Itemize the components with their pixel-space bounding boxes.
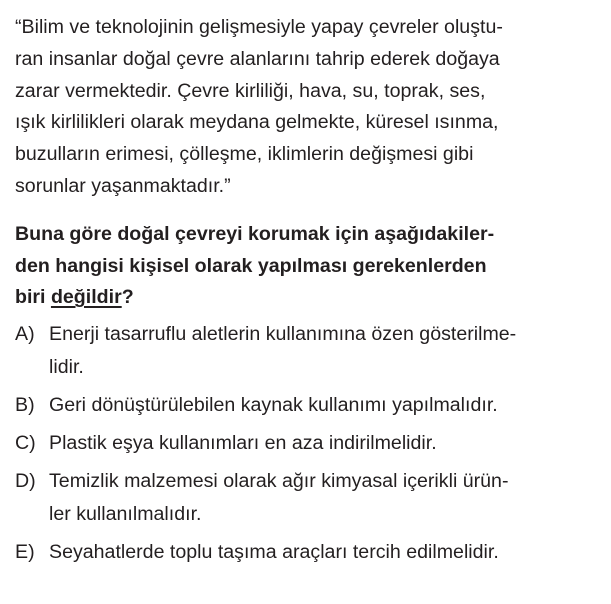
option-e[interactable] xyxy=(15,536,595,569)
answer-options xyxy=(15,318,595,569)
question-negation-word: değildir xyxy=(50,286,122,309)
option-text: Temizlik malzemesi olarak ağır kimyasal içerikli ürün- ler kullanılmalıdır. xyxy=(49,470,509,526)
option-letter: E) xyxy=(15,541,35,564)
question-stem-text: Buna göre doğal çevreyi korumak için aşağıdakiler- den hangisi kişisel olarak yapılması gerekenlerden biri xyxy=(15,222,495,309)
option-letter: A) xyxy=(15,323,35,346)
question-card xyxy=(15,12,595,574)
option-text: Plastik eşya kullanımları en aza indirilmelidir. xyxy=(49,432,437,455)
question-mark: ? xyxy=(121,286,134,309)
option-b[interactable] xyxy=(15,389,595,422)
option-letter: C) xyxy=(15,432,36,455)
option-letter: D) xyxy=(15,470,36,493)
option-d[interactable] xyxy=(15,465,595,531)
question-stem xyxy=(15,219,595,314)
option-text: Seyahatlerde toplu taşıma araçları tercih edilmelidir. xyxy=(49,541,499,564)
option-letter: B) xyxy=(15,394,35,417)
passage-text: “Bilim ve teknolojinin gelişmesiyle yapay çevreler oluştu- ran insanlar doğal çevre alanlarını tahrip ederek doğaya zarar vermektedir. Çevre kirliliği, hava, su, toprak, ses, ışık kirlilikleri olarak meydana gelmekte, küresel ısınma, buzulların erimesi, çölleşme, iklimlerin değişmesi gibi sorunlar yaşanmaktadır.” xyxy=(15,16,503,197)
option-c[interactable] xyxy=(15,427,595,460)
option-text: Enerji tasarruflu aletlerin kullanımına özen gösterilme- lidir. xyxy=(49,323,517,379)
option-text: Geri dönüştürülebilen kaynak kullanımı yapılmalıdır. xyxy=(49,394,498,417)
option-a[interactable] xyxy=(15,318,595,384)
